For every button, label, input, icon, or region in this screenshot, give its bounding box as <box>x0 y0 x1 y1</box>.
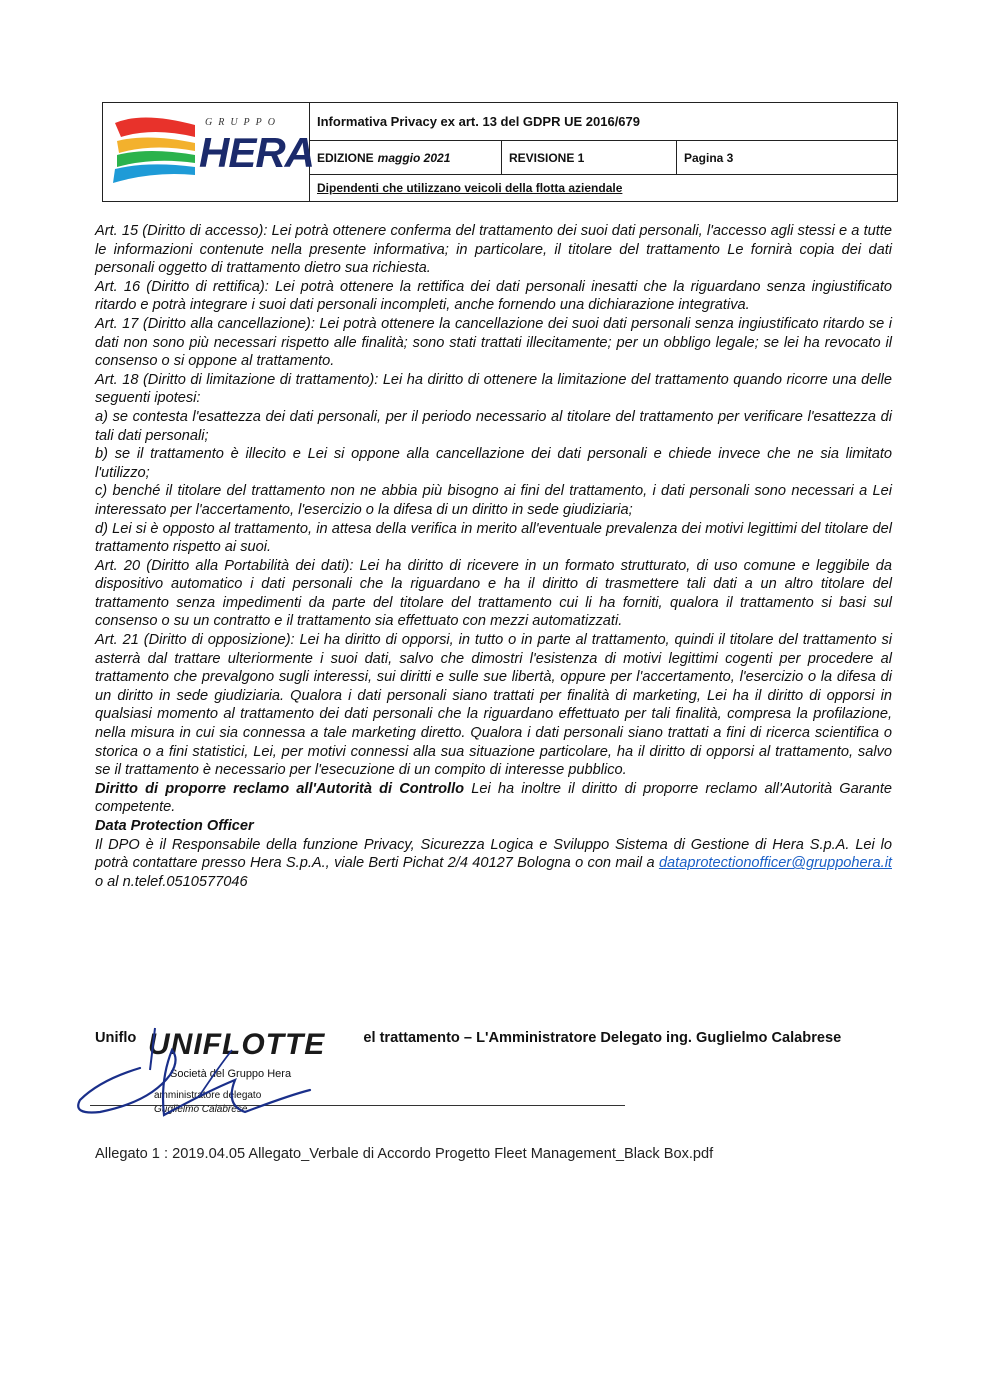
dpo-phone: o al n.telef.0510577046 <box>95 873 248 890</box>
paragraph-art21: Art. 21 (Diritto di opposizione): Lei ha diritto di opporsi, in tutto o in parte al trattamento, quindi il titolare del trattamento si asterrà dal trattare ulteriormente i suoi dati, salvo che dimostri l'esistenza di motivi legittimi cogenti per procedere al trattamento che prevalgono sugli interessi, sui diritti e sulle sue libertà, oppure per l'accertamento, l'esercizio o la difesa di un diritto in sede giudiziaria. Qualora i dati personali siano trattati per finalità di marketing, Lei ha il diritto di opporsi in qualsiasi momento al trattamento dei dati personali che la riguardano effettuato per tali finalità, compresa la profilazione, nella misura in cui sia connessa a tale marketing diretto. Qualora i dati personali siano trattati a fini di ricerca scientifica o storica o a fini statistici, Lei, per motivi connessi alla sua situazione particolare, ha il diritto di opporsi al trattamento, salvo se il trattamento è necessario per l'esecuzione di un compito di interesse pubblico. <box>95 632 892 779</box>
stamp-line2: amministratore delegato <box>154 1090 262 1101</box>
paragraph-art15: Art. 15 (Diritto di accesso): Lei potrà ottenere conferma del trattamento dei suoi dati personali, l'accesso agli stessi e a tutte le informazioni contenute nella presente informativa; in particolare, il titolare del trattamento Le fornirà copia dei dati personali oggetto di trattamento dietro sua richiesta. <box>95 223 892 277</box>
hera-logo <box>103 103 315 201</box>
paragraph-art16: Art. 16 (Diritto di rettifica): Lei potrà ottenere la rettifica dei dati personali inesatti che la riguardano senza ingiustificato ritardo e potrà integrare i suoi dati personali incompleti, anche fornendo una dichiarazione integrativa. <box>95 278 892 314</box>
edizione-cell <box>310 141 502 174</box>
logo-hera-text: HERA <box>199 129 315 176</box>
revisione-cell: REVISIONE 1 <box>502 141 677 174</box>
allegato-line: Allegato 1 : 2019.04.05 Allegato_Verbale di Accordo Progetto Fleet Management_Black Box.pdf <box>95 1146 714 1162</box>
stamp-line1: Società del Gruppo Hera <box>170 1068 292 1080</box>
pagina-cell: Pagina 3 <box>684 150 734 165</box>
paragraph-art17: Art. 17 (Diritto alla cancellazione): Lei potrà ottenere la cancellazione dei suoi dati personali senza ingiustificato ritardo se i dati non sono più necessari rispetto alle finalità; sono stati trattati illecitamente; per un obbligo legale; se lei ha revocato il consenso o si oppone al trattamento. <box>95 315 892 370</box>
dpo-heading: Data Protection Officer <box>95 818 254 834</box>
document-body <box>95 222 892 891</box>
logo-gruppo-text: GRUPPO <box>205 117 281 128</box>
reclamo-section <box>95 780 892 817</box>
dpo-text-block <box>95 836 892 892</box>
document-title: Informativa Privacy ex art. 13 del GDPR UE 2016/679 <box>310 103 897 141</box>
reclamo-heading: Diritto di proporre reclamo all'Autorità di Controllo <box>95 780 465 797</box>
header-meta-row <box>310 141 897 175</box>
paragraph-art18-d: d) Lei si è opposto al trattamento, in attesa della verifica in merito all'eventuale prevalenza dei motivi legittimi del titolare del trattamento rispetto ai suoi. <box>95 520 892 556</box>
signature-line-end: el trattamento – L'Amministratore Delegato ing. Guglielmo Calabrese <box>363 1030 842 1046</box>
paragraph-art18: Art. 18 (Diritto di limitazione di trattamento): Lei ha diritto di ottenere la limitazione del trattamento quando ricorre una delle seguenti ipotesi: <box>95 371 892 407</box>
edizione-label: EDIZIONE <box>317 150 374 165</box>
document-subtitle: Dipendenti che utilizzano veicoli della flotta aziendale <box>317 181 623 195</box>
handwritten-signature-icon <box>60 1020 360 1130</box>
dpo-text: Il DPO è il Responsabile della funzione Privacy, Sicurezza Logica e Sviluppo Sistema di Gestione di Hera S.p.A. Lei lo potrà contattare presso Hera S.p.A., viale Berti Pichat 2/4 40127 Bologna o con mail a <box>95 836 892 872</box>
paragraph-art20: Art. 20 (Diritto alla Portabilità dei dati): Lei ha diritto di ricevere in un formato strutturato, di uso comune e leggibile da dispositivo automatico i dati personali che la riguardano e ha il diritto di trasmettere tali dati a un altro titolare del trattamento senza impedimenti da parte del titolare del trattamento cui li ha forniti, qualora il trattamento si basi sul consenso o su un contratto e il trattamento sia effettuato con mezzi automatizzati. <box>95 557 892 630</box>
stamp-uniflotte: UNIFLOTTE <box>148 1028 326 1061</box>
paragraph-art18-a: a) se contesta l'esattezza dei dati personali, per il periodo necessario al titolare del trattamento per verificare l'esattezza di tali dati personali; <box>95 408 892 444</box>
header-info <box>310 103 897 201</box>
signature-line-start: Uniflo <box>95 1030 137 1046</box>
dpo-email-link[interactable]: dataprotectionofficer@gruppohera.it <box>658 855 892 872</box>
document-header <box>102 102 898 202</box>
stamp-line3: Guglielmo Calabrese <box>154 1104 248 1115</box>
edizione-value: maggio 2021 <box>377 150 451 165</box>
paragraph-art18-c: c) benché il titolare del trattamento non ne abbia più bisogno ai fini del trattamento, i dati personali sono necessari a Lei interessato per l'accertamento, l'esercizio o la difesa di un diritto in sede giudiziaria; <box>95 483 892 518</box>
paragraph-art18-b: b) se il trattamento è illecito e Lei si oppone alla cancellazione dei dati personali e chiede invece che ne sia limitato l'utilizzo; <box>95 446 892 481</box>
reclamo-text: Lei ha inoltre il diritto di proporre reclamo all'Autorità Garante competente. <box>95 780 893 816</box>
